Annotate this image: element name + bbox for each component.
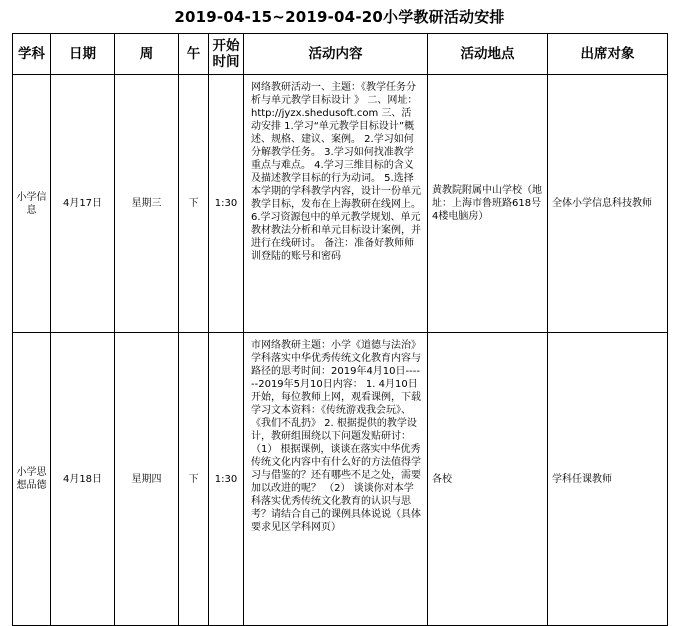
header-date: 日期 — [51, 34, 115, 75]
cell-subject: 小学信息 — [13, 75, 51, 333]
cell-period: 下 — [179, 333, 209, 626]
cell-attendees: 学科任课教师 — [548, 333, 668, 626]
page-title: 2019-04-15~2019-04-20小学教研活动安排 — [174, 8, 505, 26]
header-weekday: 周 — [115, 34, 179, 75]
header-period: 午 — [179, 34, 209, 75]
header-subject: 学科 — [13, 34, 51, 75]
cell-location: 各校 — [428, 333, 548, 626]
cell-location: 黄教院附属中山学校（地址：上海市鲁班路618号4楼电脑房） — [428, 75, 548, 333]
header-row — [13, 34, 668, 75]
header-content: 活动内容 — [244, 34, 428, 75]
schedule-table — [12, 33, 668, 626]
table-row — [13, 333, 668, 626]
table-row — [13, 75, 668, 333]
cell-content: 网络教研活动一、主题：《教学任务分析与单元教学目标设计 》 二、网址：http://jyzx.shedusoft.com 三、活动安排 1.学习“单元教学目标设计”概述、规格、建议、案例。 2.学习如何分解教学任务。 3.学习如何找准教学重点与难点。 4.学习三维目标的含义及描述教学目标的行为动词。 5.选择本学期的学科教学内容，设计一份单元教学目标，发布在上海教研在线网上。 6.学习资源包中的单元教学规划、单元教材教法分析和单元目标设计案例，并进行在线研讨。 备注：准备好教师师训登陆的账号和密码 — [244, 75, 428, 333]
header-location: 活动地点 — [428, 34, 548, 75]
cell-weekday: 星期四 — [115, 333, 179, 626]
header-attendees: 出席对象 — [548, 34, 668, 75]
header-start-time: 开始时间 — [209, 34, 244, 75]
cell-date: 4月18日 — [51, 333, 115, 626]
cell-subject: 小学思想品德 — [13, 333, 51, 626]
cell-attendees: 全体小学信息科技教师 — [548, 75, 668, 333]
cell-period: 下 — [179, 75, 209, 333]
cell-date: 4月17日 — [51, 75, 115, 333]
cell-start-time: 1:30 — [209, 75, 244, 333]
cell-weekday: 星期三 — [115, 75, 179, 333]
cell-content: 市网络教研主题：小学《道德与法治》学科落实中华优秀传统文化教育内容与路径的思考时间：2019年4月10日------2019年5月10日内容： 1. 4月10日开始，每位教师上网，观看课例，下载学习文本资料：《传统游戏我会玩》、《我们不乱扔》 2. 根据提供的教学设计，教研组围绕以下问题发贴研讨： （1） 根据课例，谈谈在落实中华优秀传统文化内容中有什么好的方法值得学习与借鉴的？还有哪些不足之处，需要加以改进的呢？ （2） 谈谈你对本学科落实优秀传统文化教育的认识与思考？请结合自己的课例具体说说（具体要求见区学科网页） — [244, 333, 428, 626]
cell-start-time: 1:30 — [209, 333, 244, 626]
